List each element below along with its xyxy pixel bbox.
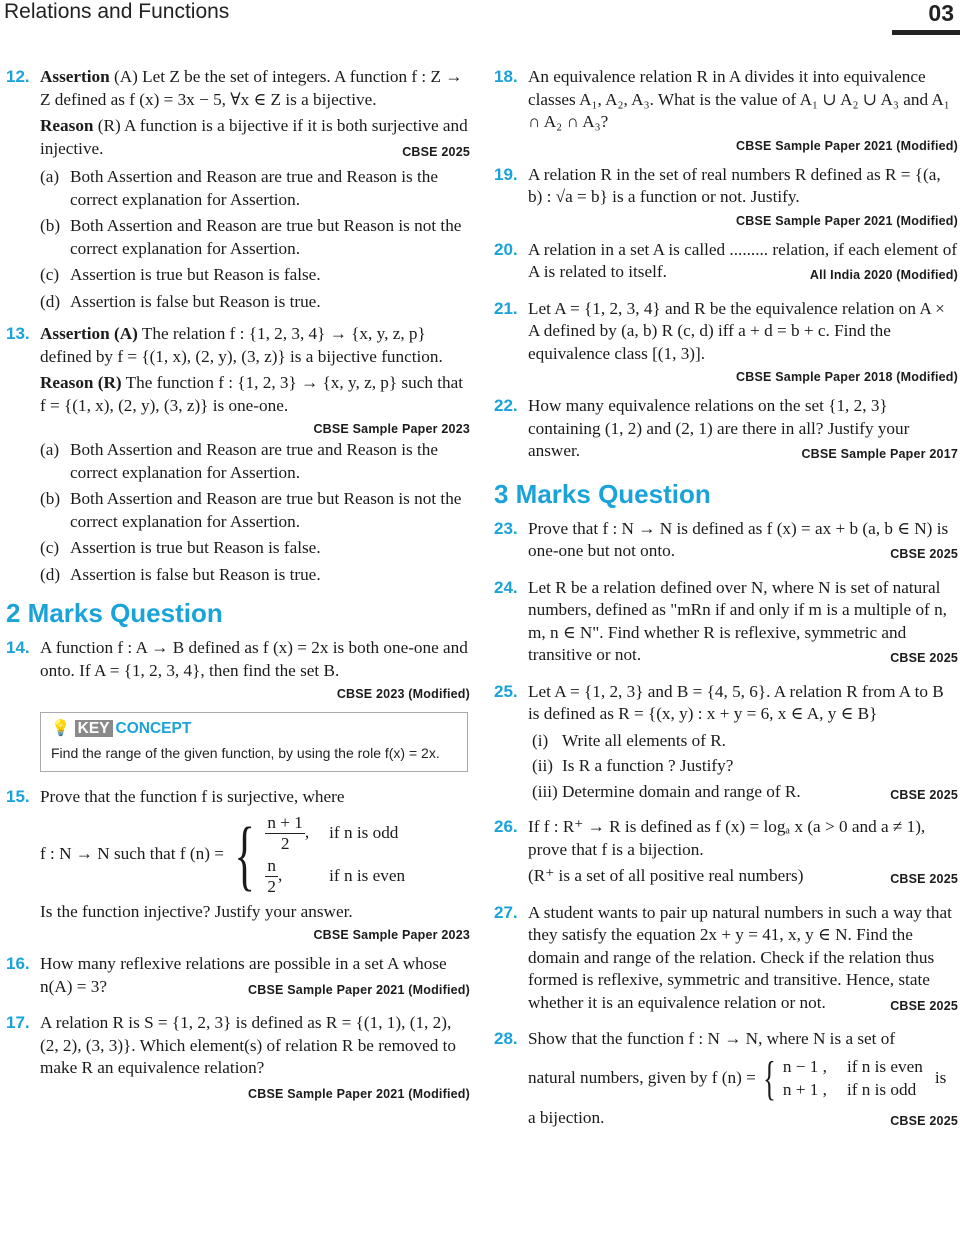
question-text: Let A = {1, 2, 3, 4} and R be the equivalence relation on A × A defined by (a, b) R (c, d) iff a + d = b + c. Find the equivalence class [(1, 3)]. xyxy=(528,298,945,363)
page-header-title: Relations and Functions xyxy=(4,0,230,23)
source-tag: CBSE 2025 xyxy=(890,998,958,1013)
section-heading-3-marks: 3 Marks Question xyxy=(494,478,711,509)
question-number: 21. xyxy=(494,298,518,318)
question-number: 15. xyxy=(6,787,30,806)
source-tag: CBSE 2023 (Modified) xyxy=(336,687,470,701)
question-28 xyxy=(494,1028,958,1133)
question-20 xyxy=(494,239,958,288)
right-column xyxy=(494,66,958,1143)
question-number: 27. xyxy=(494,902,518,922)
sub-part: (ii) Is R a function ? Justify? xyxy=(532,756,734,775)
question-intro: Prove that the function f is surjective, where xyxy=(40,787,345,806)
function-lhs: f : N → N such that f (n) = xyxy=(40,844,224,864)
question-text: How many equivalence relations on the set {1, 2, 3} containing (1, 2) and (2, 1) are there in all? Justify your answer. xyxy=(528,396,910,460)
source-tag: CBSE Sample Paper 2023 xyxy=(313,928,470,942)
reason-text: The function f : {1, 2, 3} → {x, y, z, p} such that f = {(1, x), (2, y), (3, z)} is one-one. xyxy=(40,373,464,415)
question-number: 25. xyxy=(494,681,518,701)
brace-symbol: { xyxy=(763,1051,776,1105)
question-text: If f : R⁺ → R is defined as f (x) = logₐ x (a > 0 and a ≠ 1), prove that f is a bijection. xyxy=(528,817,926,859)
question-text: Prove that f : N → N is defined as f (x) = ax + b (a, b ∈ N) is one-one but not onto. xyxy=(528,518,949,560)
question-13 xyxy=(6,323,470,586)
source-tag: CBSE 2025 xyxy=(890,651,958,665)
header-bar xyxy=(892,30,960,35)
question-number: 13. xyxy=(6,324,30,343)
question-outro: a bijection. xyxy=(528,1107,605,1127)
assertion-text: (A) Let Z be the set of integers. A function f : Z → Z defined as f (x) = 3x − 5, ∀x ∈ Z is a bijective. xyxy=(40,67,463,109)
question-14 xyxy=(6,637,470,702)
question-number: 24. xyxy=(494,577,518,597)
question-26 xyxy=(494,816,958,892)
source-tag: CBSE Sample Paper 2021 (Modified) xyxy=(248,1086,470,1101)
source-tag: CBSE Sample Paper 2021 (Modified) xyxy=(248,982,470,997)
question-number: 26. xyxy=(494,817,518,836)
key-label: KEY xyxy=(75,720,113,737)
question-intro: Show that the function f : N → N, where N is a set of xyxy=(528,1029,896,1048)
lightbulb-icon: 💡 xyxy=(51,720,71,737)
question-24 xyxy=(494,577,958,671)
question-outro: Is the function injective? Justify your answer. xyxy=(40,901,353,921)
question-number: 16. xyxy=(6,954,30,973)
source-tag: All India 2020 (Modified) xyxy=(809,268,958,282)
question-number: 23. xyxy=(494,518,518,538)
option-b: (b) Both Assertion and Reason are true but Reason is not the correct explanation for Assertion. xyxy=(40,216,462,258)
option-b: (b) Both Assertion and Reason are true but Reason is not the correct explanation for Assertion. xyxy=(40,489,462,531)
function-lhs: natural numbers, given by f (n) = xyxy=(528,1068,756,1088)
question-text: How many reflexive relations are possible in a set A whose n(A) = 3? xyxy=(40,954,447,996)
left-column xyxy=(6,66,470,1115)
option-a: (a) Both Assertion and Reason are true and Reason is the correct explanation for Assertion. xyxy=(40,167,439,209)
question-text: A relation R in the set of real numbers R defined as R = {(a, b) : √a = b} is a function or not. Justify. xyxy=(528,164,941,206)
question-text: Let R be a relation defined over N, where N is set of natural numbers, defined as "mRn if and only if m is a multiple of n, m, n ∈ N". Find whether R is reflexive, symmetric and transitive or not. xyxy=(528,577,947,664)
reason-text: (R) A function is a bijective if it is both surjective and injective. xyxy=(40,116,468,158)
question-number: 17. xyxy=(6,1013,30,1032)
key-concept-box xyxy=(40,712,468,772)
source-tag: CBSE Sample Paper 2021 (Modified) xyxy=(736,213,958,228)
question-text: An equivalence relation R in A divides it into equivalence classes A₁, A₂, A₃. What is the value of A₁ ∪ A₂ ∪ A₃ and A₁ ∩ A₂ ∩ A₃? xyxy=(528,67,950,131)
source-tag: CBSE Sample Paper 2023 xyxy=(313,422,470,436)
option-d: (d) Assertion is false but Reason is true. xyxy=(40,291,321,311)
source-tag: CBSE 2025 xyxy=(890,1113,958,1128)
question-number: 28. xyxy=(494,1029,518,1048)
question-12 xyxy=(6,66,470,313)
key-concept-text: Find the range of the given function, by using the role f(x) = 2x. xyxy=(51,745,440,761)
question-number: 19. xyxy=(494,164,518,184)
question-text: Let A = {1, 2, 3} and B = {4, 5, 6}. A relation R from A to B is defined as R = {(x, y) : x + y = 6, x ∈ A, y ∈ B} xyxy=(528,681,944,723)
assertion-label: Assertion (A) xyxy=(40,324,138,343)
source-tag: CBSE Sample Paper 2017 xyxy=(801,447,958,461)
option-c: (c) Assertion is true but Reason is false. xyxy=(40,265,321,284)
option-a: (a) Both Assertion and Reason are true and Reason is the correct explanation for Assertion. xyxy=(40,440,439,482)
concept-label: CONCEPT xyxy=(115,720,192,737)
question-number: 22. xyxy=(494,396,518,415)
question-27 xyxy=(494,902,958,1019)
question-text: A relation in a set A is called ......... relation, if each element of A is related to itself. xyxy=(528,239,958,281)
question-text: A student wants to pair up natural numbers in such a way that they satisfy the equation 2x + y = 41, x, y ∈ N. Find the domain and range of the relation. Check if the relation thus formed is reflexive, symmetric and transitive. Hence, state whether it is an equivalence relation or not. xyxy=(528,902,952,1012)
assertion-label: Assertion xyxy=(40,67,110,86)
section-heading-2-marks: 2 Marks Question xyxy=(6,598,223,628)
option-c: (c) Assertion is true but Reason is false. xyxy=(40,538,321,557)
question-number: 20. xyxy=(494,239,518,259)
question-17 xyxy=(6,1012,470,1105)
source-tag: CBSE 2025 xyxy=(890,547,958,561)
question-18 xyxy=(494,66,958,154)
source-tag: CBSE Sample Paper 2018 (Modified) xyxy=(736,370,958,384)
reason-label: Reason xyxy=(40,116,94,135)
question-19 xyxy=(494,164,958,229)
question-15 xyxy=(6,786,470,943)
question-22 xyxy=(494,395,958,467)
assertion-text: The relation f : {1, 2, 3, 4} → {x, y, z, p} defined by f = {(1, x), (2, y), (3, z)} is a bijective function. xyxy=(40,324,443,366)
question-text: A relation R is S = {1, 2, 3} is defined as R = {(1, 1), (1, 2), (2, 2), (3, 3)}. Which element(s) of relation R be removed to make R an equivalence relation? xyxy=(40,1013,457,1077)
question-text: A function f : A → B defined as f (x) = 2x is both one-one and onto. If A = {1, 2, 3, 4}, then find the set B. xyxy=(40,638,468,680)
piecewise-function: natural numbers, given by f (n) = { n − 1 , if n is even n + 1 , if n is odd is xyxy=(528,1051,947,1105)
chapter-number: 03 xyxy=(928,0,954,26)
question-note: (R⁺ is a set of all positive real numbers) xyxy=(528,866,804,885)
question-21 xyxy=(494,298,958,386)
source-tag: CBSE 2025 xyxy=(890,872,958,886)
question-16 xyxy=(6,953,470,1002)
reason-label: Reason (R) xyxy=(40,373,122,392)
question-number: 18. xyxy=(494,67,518,86)
piecewise-function: f : N → N such that f (n) = { $\frac{n + 1}{2}$ , if n is odd $\frac{n}{2}$ , if n is even xyxy=(40,810,406,898)
question-23 xyxy=(494,518,958,567)
sub-part: (iii) Determine domain and range of R. CBSE 2025 xyxy=(528,781,958,804)
question-number: 12. xyxy=(6,67,30,86)
option-d: (d) Assertion is false but Reason is true. xyxy=(40,564,321,584)
sub-part: (i) Write all elements of R. xyxy=(532,730,726,750)
source-tag: CBSE 2025 xyxy=(890,787,958,802)
source-tag: CBSE 2025 xyxy=(402,144,470,159)
brace-symbol: { xyxy=(234,810,255,898)
question-25 xyxy=(494,681,958,807)
question-number: 14. xyxy=(6,638,30,657)
source-tag: CBSE Sample Paper 2021 (Modified) xyxy=(736,138,958,153)
